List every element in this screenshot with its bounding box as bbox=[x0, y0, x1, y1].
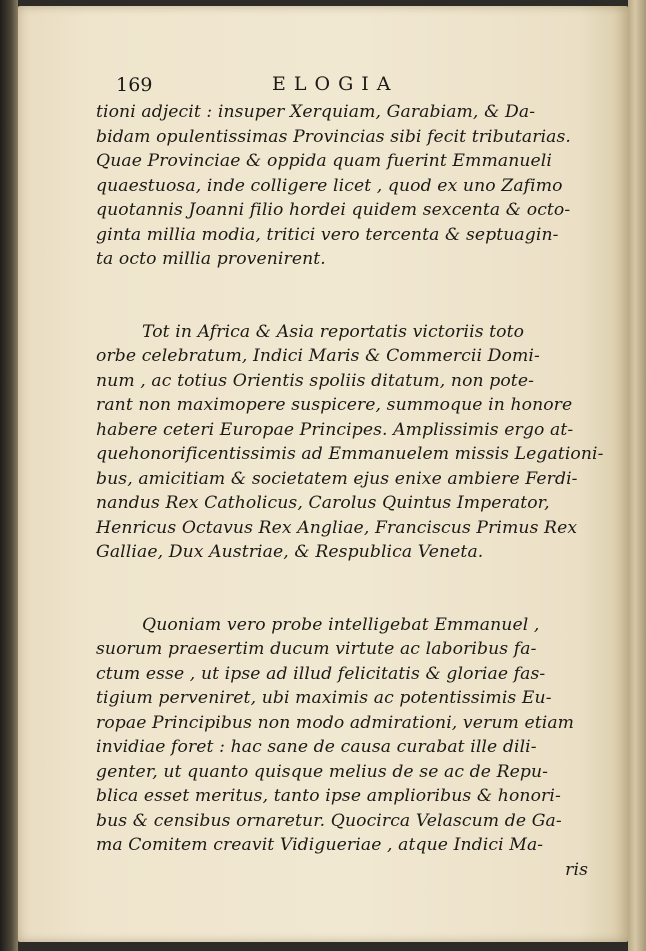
next-page-edge bbox=[628, 0, 646, 951]
text-line: invidiae foret : hac sane de causa curabat ille dili- bbox=[96, 737, 537, 757]
text-line: bus & censibus ornaretur. Quocirca Velascum de Ga- bbox=[96, 810, 562, 831]
text-line: Quae Provinciae & oppida quam fuerint Emmanueli bbox=[96, 151, 553, 171]
text-line: rant non maximopere suspicere, summoque in honore bbox=[96, 395, 573, 415]
text-line: tioni adjecit : insuper Xerquiam, Garabiam, & Da- bbox=[96, 102, 536, 122]
text-line: quotannis Joanni filio hordei quidem sexcenta & octo- bbox=[96, 200, 571, 220]
text-line: orbe celebratum, Indici Maris & Commercii Domi- bbox=[96, 346, 540, 366]
page-text bbox=[96, 66, 602, 882]
text-line: habere ceteri Europae Principes. Amplissimis ergo at- bbox=[96, 419, 574, 440]
paragraph-2 bbox=[96, 320, 602, 565]
book-gutter-shadow bbox=[0, 0, 18, 951]
text-line: tigium perveniret, ubi maximis ac potentissimis Eu- bbox=[96, 688, 552, 708]
paragraph-3 bbox=[96, 613, 602, 858]
text-line: suorum praesertim ducum virtute ac laboribus fa- bbox=[96, 639, 537, 659]
text-line: Quoniam vero probe intelligebat Emmanuel , bbox=[142, 614, 540, 635]
text-line: quaestuosa, inde colligere licet , quod ex uno Zafimo bbox=[96, 175, 563, 196]
text-line: blica esset meritus, tanto ipse amplioribus & honori- bbox=[96, 786, 561, 806]
text-line: num , ac totius Orientis spoliis ditatum, non pote- bbox=[96, 370, 534, 391]
text-line: nandus Rex Catholicus, Carolus Quintus Imperator, bbox=[96, 493, 550, 513]
text-line: Tot in Africa & Asia reportatis victoriis toto bbox=[142, 321, 525, 342]
page-number: 169 bbox=[116, 74, 153, 96]
paragraph-spacer bbox=[96, 565, 602, 613]
text-line: ropae Principibus non modo admirationi, verum etiam bbox=[96, 712, 575, 733]
running-head: ELOGIA bbox=[272, 73, 399, 95]
text-line: ma Comitem creavit Vidigueriae , atque Indici Ma- bbox=[96, 835, 544, 855]
paragraph-1 bbox=[96, 100, 602, 272]
page-header bbox=[96, 66, 602, 100]
text-line: bidam opulentissimas Provincias sibi fecit tributarias. bbox=[96, 126, 571, 147]
text-line: ctum esse , ut ipse ad illud felicitatis & gloriae fas- bbox=[96, 663, 546, 684]
text-line: bus, amicitiam & societatem ejus enixe ambiere Ferdi- bbox=[96, 468, 578, 489]
catchword: ris bbox=[565, 859, 588, 880]
text-line: quehonorificentissimis ad Emmanuelem missis Legationi- bbox=[96, 444, 604, 464]
paragraph-spacer bbox=[96, 272, 602, 320]
text-line: genter, ut quanto quisque melius de se ac de Repu- bbox=[96, 761, 549, 782]
text-line: ginta millia modia, tritici vero tercenta & septuagin- bbox=[96, 224, 559, 245]
text-line: Galliae, Dux Austriae, & Respublica Veneta. bbox=[96, 542, 484, 562]
text-line: Henricus Octavus Rex Angliae, Franciscus Primus Rex bbox=[96, 517, 578, 538]
text-line: ta octo millia provenirent. bbox=[96, 249, 326, 269]
